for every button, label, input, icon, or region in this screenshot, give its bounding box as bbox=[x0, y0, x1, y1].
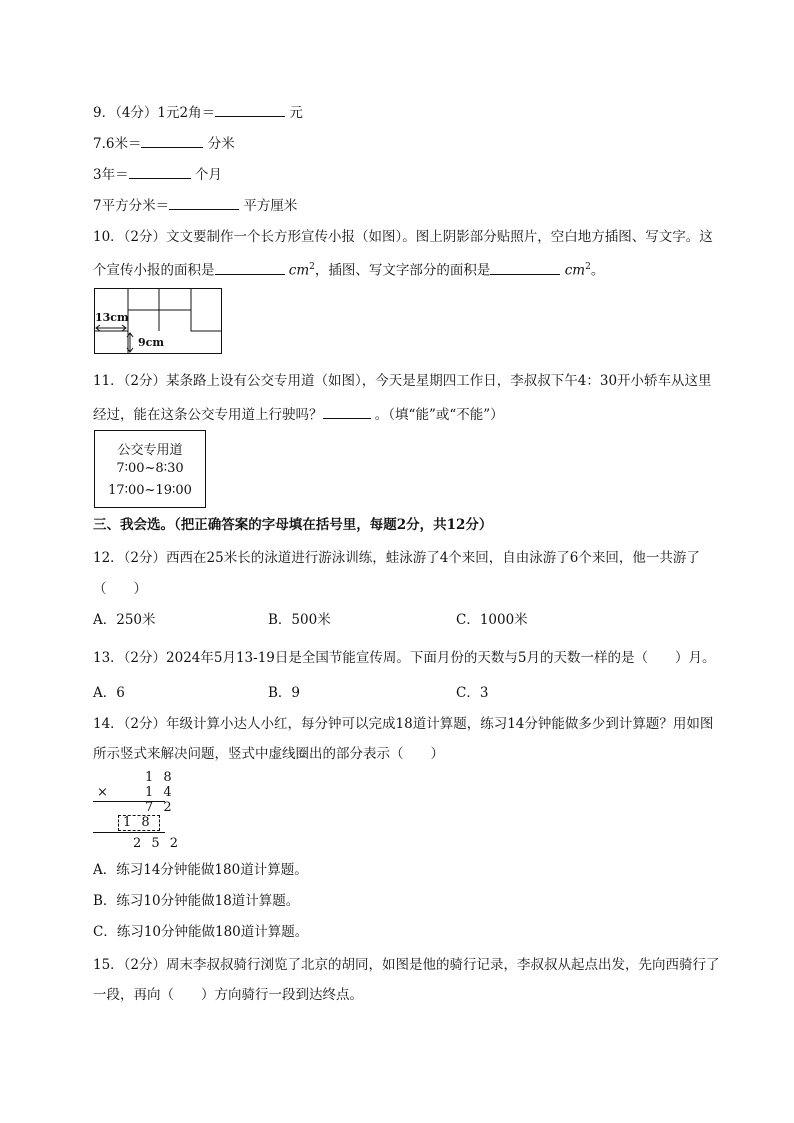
vm-partial-1: 7 2 bbox=[145, 800, 175, 815]
q10-unit-sup: 2 bbox=[585, 262, 591, 272]
q9-line3 bbox=[93, 164, 222, 184]
q9-line4 bbox=[93, 195, 297, 215]
q14-option-c[interactable]: C．练习10分钟能做180道计算题。 bbox=[93, 924, 309, 940]
q11-text-end: 。（填“能”或“不能”） bbox=[374, 407, 504, 423]
q15-line2: 一段，再向（ ）方向骑行一段到达终点。 bbox=[93, 987, 363, 1003]
q13-option-b[interactable]: B．9 bbox=[268, 685, 301, 701]
q14-line2: 所示竖式来解决问题，竖式中虚线圈出的部分表示（ ） bbox=[93, 746, 444, 762]
q9-unit: 个月 bbox=[194, 167, 222, 183]
q15-line1: 15．（2分）周末李叔叔骑行浏览了北京的胡同，如图是他的骑行记录，李叔叔从起点出发，先向西骑行了 bbox=[93, 957, 720, 973]
q9-blank-3[interactable] bbox=[129, 164, 191, 179]
bus-lane-title: 公交专用道 bbox=[117, 443, 183, 458]
poster-label-height: 9cm bbox=[138, 336, 164, 349]
q9-unit: 元 bbox=[289, 105, 303, 121]
section-3-heading: 三、我会选。（把正确答案的字母填在括号里，每题2分，共12分） bbox=[93, 517, 493, 533]
q9-text: 7.6米＝ bbox=[93, 136, 142, 152]
q10-unit: cm bbox=[564, 262, 586, 279]
q10-blank-1[interactable] bbox=[215, 260, 285, 275]
q12-line1: 12．（2分）西西在25米长的泳道进行游泳训练，蛙泳游了4个来回，自由泳游了6个来回，他一共游了 bbox=[93, 550, 700, 566]
vm-product: 2 5 2 bbox=[133, 836, 182, 851]
q9-blank-4[interactable] bbox=[169, 195, 239, 210]
q10-unit-sup: 2 bbox=[309, 262, 315, 272]
q11-blank[interactable] bbox=[323, 404, 371, 419]
q12-option-b[interactable]: B．500米 bbox=[268, 612, 331, 628]
vm-multiplier: 1 4 bbox=[145, 785, 175, 800]
q12-option-c[interactable]: C．1000米 bbox=[456, 612, 528, 628]
q10-line1: 10．（2分）文文要制作一个长方形宣传小报（如图）。图上阴影部分贴照片，空白地方插图、写文字。这 bbox=[93, 229, 713, 245]
poster-figure bbox=[94, 288, 222, 354]
q10-line2 bbox=[93, 258, 604, 280]
q13-option-c[interactable]: C．3 bbox=[456, 685, 489, 701]
q14-option-a[interactable]: A．练习14分钟能做180道计算题。 bbox=[93, 862, 308, 878]
q10-blank-2[interactable] bbox=[490, 260, 560, 275]
q9-text: 9．（4分）1元2角＝ bbox=[93, 105, 216, 121]
q9-blank-1[interactable] bbox=[215, 102, 285, 117]
vm-times-sign: × bbox=[97, 785, 111, 800]
q9-line2 bbox=[93, 133, 235, 153]
q12-line2: （ ） bbox=[93, 581, 147, 597]
vm-multiplicand: 1 8 bbox=[145, 770, 175, 785]
bus-lane-time-evening: 17∶00~19∶00 bbox=[108, 483, 192, 498]
q14-option-b[interactable]: B．练习10分钟能做18道计算题。 bbox=[93, 893, 300, 909]
q10-text-mid: ，插图、写文字部分的面积是 bbox=[314, 262, 491, 279]
q9-line1 bbox=[93, 102, 303, 122]
q9-blank-2[interactable] bbox=[141, 133, 203, 148]
vertical-multiplication bbox=[93, 770, 182, 856]
q10-text: 个宣传小报的面积是 bbox=[93, 262, 215, 279]
q10-unit: cm bbox=[288, 262, 310, 279]
vm-rule-2 bbox=[93, 832, 165, 833]
q9-text: 3年＝ bbox=[93, 167, 129, 183]
q13-line1: 13．（2分）2024年5月13-19日是全国节能宣传周。下面月份的天数与5月的天数一样的是（ ）月。 bbox=[93, 650, 716, 666]
vm-partial-2: 1 8 bbox=[123, 815, 153, 830]
bus-lane-time-morning: 7∶00~8∶30 bbox=[116, 461, 184, 476]
q13-option-a[interactable]: A．6 bbox=[93, 685, 125, 701]
q12-option-a[interactable]: A．250米 bbox=[93, 612, 156, 628]
poster-label-width: 13cm bbox=[95, 311, 129, 324]
q9-unit: 平方厘米 bbox=[243, 198, 298, 214]
q14-line1: 14．（2分）年级计算小达人小红，每分钟可以完成18道计算题，练习14分钟能做多少到计算题？用如图 bbox=[93, 716, 714, 732]
q10-text-end: 。 bbox=[590, 262, 605, 279]
q9-text: 7平方分米＝ bbox=[93, 198, 170, 214]
q11-text: 经过，能在这条公交专用道上行驶吗？ bbox=[93, 407, 323, 423]
bus-lane-sign bbox=[94, 430, 206, 508]
q11-line2 bbox=[93, 404, 504, 424]
q11-line1: 11．（2分）某条路上设有公交专用道（如图），今天是星期四工作日，李叔叔下午4：30开小轿车从这里 bbox=[93, 373, 712, 389]
q9-unit: 分米 bbox=[207, 136, 235, 152]
